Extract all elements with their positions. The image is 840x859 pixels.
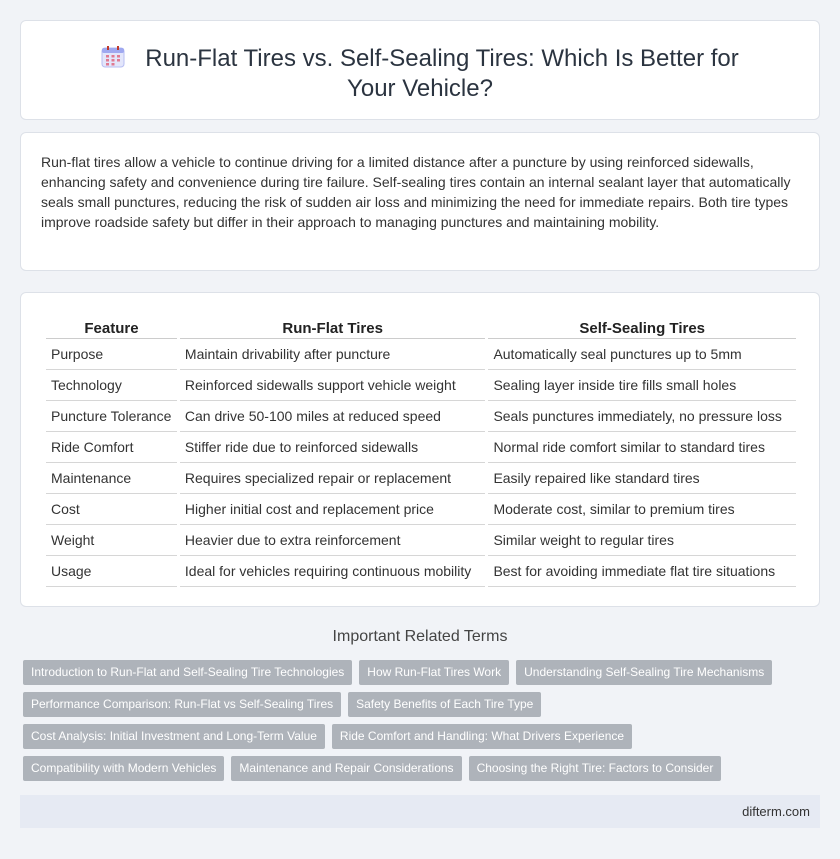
table-cell: Easily repaired like standard tires — [488, 463, 796, 494]
table-cell: Weight — [46, 525, 177, 556]
table-cell: Reinforced sidewalls support vehicle weight — [180, 370, 486, 401]
related-terms-list — [23, 660, 823, 788]
table-cell: Normal ride comfort similar to standard tires — [488, 432, 796, 463]
table-row — [46, 432, 796, 463]
related-term-tag[interactable]: Ride Comfort and Handling: What Drivers Experience — [332, 724, 632, 749]
table-row — [46, 339, 796, 370]
tag-row — [23, 660, 823, 685]
comparison-table-card — [20, 292, 820, 607]
header-card — [20, 20, 820, 120]
related-term-tag[interactable]: Performance Comparison: Run-Flat vs Self-Sealing Tires — [23, 692, 341, 717]
table-row — [46, 525, 796, 556]
table-cell: Maintenance — [46, 463, 177, 494]
table-cell: Technology — [46, 370, 177, 401]
table-cell: Higher initial cost and replacement price — [180, 494, 486, 525]
table-cell: Moderate cost, similar to premium tires — [488, 494, 796, 525]
table-row — [46, 370, 796, 401]
tag-row — [23, 756, 823, 781]
intro-paragraph: Run-flat tires allow a vehicle to continue driving for a limited distance after a puncture by using reinforced sidewalls, enhancing safety and convenience during tire failure. Self-sealing tires contain an internal sealant layer that automatically seals small punctures, reducing the risk of sudden air loss and minimizing the need for immediate repairs. Both tire types improve roadside safety but differ in their approach to managing punctures and maintaining mobility. — [41, 154, 791, 230]
table-cell: Requires specialized repair or replacement — [180, 463, 486, 494]
table-cell: Maintain drivability after puncture — [180, 339, 486, 370]
table-cell: Similar weight to regular tires — [488, 525, 796, 556]
table-cell: Ideal for vehicles requiring continuous mobility — [180, 556, 486, 587]
table-cell: Cost — [46, 494, 177, 525]
tag-row — [23, 724, 823, 749]
related-term-tag[interactable]: Safety Benefits of Each Tire Type — [348, 692, 541, 717]
table-cell: Heavier due to extra reinforcement — [180, 525, 486, 556]
comparison-table — [43, 315, 799, 587]
column-header: Feature — [46, 315, 177, 339]
related-term-tag[interactable]: Introduction to Run-Flat and Self-Sealing Tire Technologies — [23, 660, 352, 685]
related-terms-heading: Important Related Terms — [332, 628, 508, 645]
related-term-tag[interactable]: Compatibility with Modern Vehicles — [23, 756, 224, 781]
table-cell: Seals punctures immediately, no pressure loss — [488, 401, 796, 432]
tag-row — [23, 692, 823, 717]
calendar-icon — [101, 46, 125, 68]
column-header: Run-Flat Tires — [180, 315, 486, 339]
related-term-tag[interactable]: Maintenance and Repair Considerations — [231, 756, 461, 781]
related-term-tag[interactable]: Cost Analysis: Initial Investment and Long-Term Value — [23, 724, 325, 749]
page-title — [21, 44, 819, 104]
table-cell: Puncture Tolerance — [46, 401, 177, 432]
column-header: Self-Sealing Tires — [488, 315, 796, 339]
page-title-text: Run-Flat Tires vs. Self-Sealing Tires: Which Is Better for Your Vehicle? — [145, 45, 739, 102]
table-row — [46, 556, 796, 587]
table-cell: Usage — [46, 556, 177, 587]
table-row — [46, 463, 796, 494]
intro-card — [20, 132, 820, 271]
table-row — [46, 494, 796, 525]
table-cell: Sealing layer inside tire fills small holes — [488, 370, 796, 401]
table-cell: Best for avoiding immediate flat tire situations — [488, 556, 796, 587]
related-term-tag[interactable]: How Run-Flat Tires Work — [359, 660, 509, 685]
related-term-tag[interactable]: Understanding Self-Sealing Tire Mechanisms — [516, 660, 772, 685]
table-header-row — [46, 315, 796, 339]
table-cell: Automatically seal punctures up to 5mm — [488, 339, 796, 370]
table-cell: Can drive 50-100 miles at reduced speed — [180, 401, 486, 432]
footer-site-link[interactable]: difterm.com — [742, 804, 810, 819]
footer — [20, 795, 820, 828]
table-cell: Purpose — [46, 339, 177, 370]
table-row — [46, 401, 796, 432]
related-term-tag[interactable]: Choosing the Right Tire: Factors to Consider — [469, 756, 722, 781]
table-cell: Stiffer ride due to reinforced sidewalls — [180, 432, 486, 463]
table-cell: Ride Comfort — [46, 432, 177, 463]
